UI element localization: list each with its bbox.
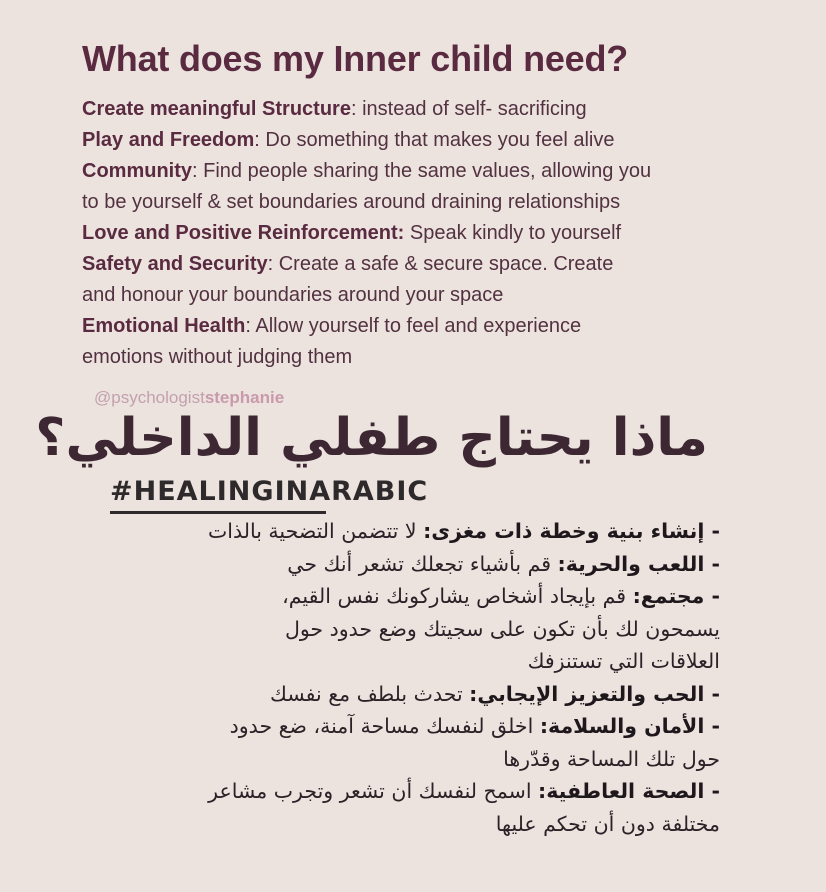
item-text: emotions without judging them [82, 346, 353, 368]
list-item [80, 613, 720, 646]
list-item [80, 808, 720, 841]
list-item [82, 187, 802, 218]
item-text: : Allow yourself to feel and experience [245, 315, 582, 337]
item-heading: Safety and Security [82, 253, 268, 275]
item-heading: Emotional Health [82, 315, 246, 337]
item-text: : Do something that makes you feel alive [254, 129, 615, 151]
list-item [80, 645, 720, 678]
hashtag: #HEALINGINARABIC [110, 476, 429, 507]
arabic-list [80, 515, 720, 840]
item-text: العلاقات التي تستنزفك [527, 649, 720, 673]
list-item [82, 125, 802, 156]
list-item [82, 311, 802, 342]
page-title: What does my Inner child need? [82, 38, 629, 79]
list-item [80, 580, 720, 613]
item-text: Speak kindly to yourself [404, 222, 622, 244]
list-item [82, 156, 802, 187]
handle-name: stephanie [204, 388, 285, 407]
item-text: تحدث بلطف مع نفسك [270, 681, 470, 706]
english-list [82, 94, 802, 373]
list-item [82, 218, 802, 249]
item-text: to be yourself & set boundaries around draining relationships [82, 191, 621, 213]
item-heading: Love and Positive Reinforcement: [82, 222, 405, 244]
item-heading: - اللعب والحرية: [557, 551, 720, 576]
list-item [80, 515, 720, 548]
item-heading: - الأمان والسلامة: [539, 714, 720, 738]
item-text: اخلق لنفسك مساحة آمنة، ضع حدود [229, 714, 540, 738]
item-heading: - إنشاء بنية وخطة ذات مغزى: [423, 519, 720, 543]
hashtag-underline [110, 511, 326, 514]
list-item [82, 249, 802, 280]
item-heading: - مجتمع: [632, 584, 720, 608]
item-text: قم بأشياء تجعلك تشعر أنك حي [287, 551, 558, 576]
item-text: مختلفة دون أن تحكم عليها [495, 811, 720, 836]
handle-prefix: @psychologist [94, 388, 205, 407]
item-text: : Find people sharing the same values, allowing you [192, 160, 652, 182]
list-item [80, 710, 720, 743]
item-text: : Create a safe & secure space. Create [267, 253, 614, 275]
arabic-title: ماذا يحتاج طفلي الداخلي؟ [35, 408, 708, 468]
list-item [82, 280, 802, 311]
item-text: اسمح لنفسك أن تشعر وتجرب مشاعر [208, 779, 539, 803]
list-item [80, 678, 720, 711]
author-handle [94, 388, 284, 408]
list-item [82, 94, 802, 125]
item-heading: Create meaningful Structure [82, 98, 351, 120]
item-heading: Play and Freedom [82, 129, 255, 151]
list-item [80, 775, 720, 808]
item-heading: Community [82, 160, 192, 182]
item-text: يسمحون لك بأن تكون على سجيتك وضع حدود حول [284, 616, 720, 641]
item-text: لا تتضمن التضحية بالذات [207, 519, 424, 543]
list-item [82, 342, 802, 373]
list-item [80, 548, 720, 581]
item-text: قم بإيجاد أشخاص يشاركونك نفس القيم، [282, 584, 633, 608]
item-heading: - الصحة العاطفية: [538, 779, 720, 803]
item-text: حول تلك المساحة وقدّرها [503, 746, 720, 771]
item-heading: - الحب والتعزيز الإيجابي: [469, 681, 720, 706]
item-text: and honour your boundaries around your space [82, 284, 504, 306]
list-item [80, 743, 720, 776]
item-text: : instead of self- sacrificing [350, 98, 587, 120]
